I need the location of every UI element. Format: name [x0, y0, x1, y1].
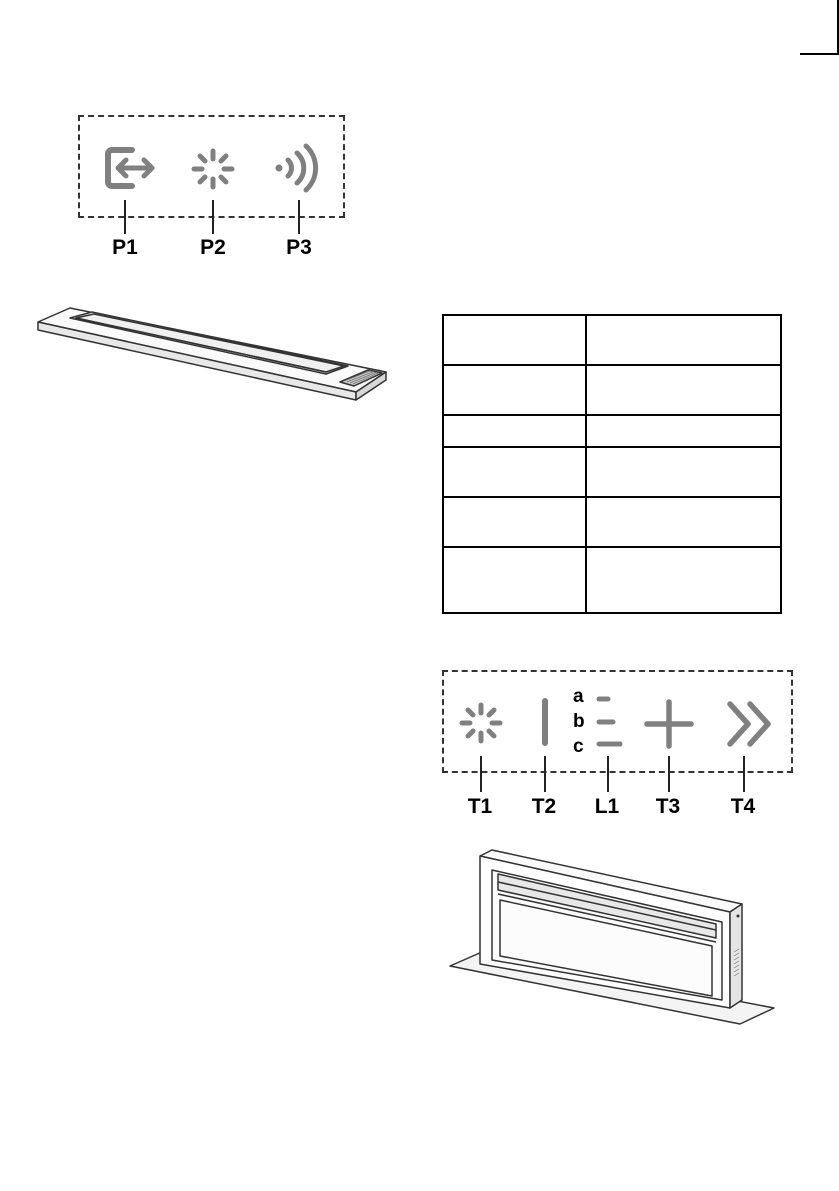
level-letter-a: a — [573, 686, 584, 707]
spec-table — [442, 314, 782, 614]
table-cell — [586, 415, 781, 447]
table-row — [443, 447, 781, 497]
hood-flush-illustration — [30, 300, 390, 410]
table-cell — [586, 497, 781, 547]
table-cell — [586, 315, 781, 365]
level-letter-c: c — [573, 736, 584, 757]
table-cell — [443, 315, 586, 365]
label-p3: P3 — [286, 236, 312, 259]
vertical-bar-icon[interactable] — [535, 695, 555, 751]
table-cell — [443, 415, 586, 447]
plus-icon[interactable] — [643, 698, 695, 750]
label-t3: T3 — [655, 795, 681, 818]
t3-leader — [668, 756, 670, 792]
t2-leader — [544, 756, 546, 792]
corner-mark — [800, 0, 839, 55]
wireless-signal-icon[interactable] — [270, 140, 324, 196]
table-row — [443, 365, 781, 415]
level-bars-icon — [592, 690, 626, 750]
exit-arrow-icon[interactable] — [100, 140, 162, 196]
double-chevron-right-icon[interactable] — [722, 698, 778, 750]
hood-raised-illustration — [440, 848, 780, 1028]
table-cell — [443, 497, 586, 547]
table-cell — [443, 447, 586, 497]
label-t1: T1 — [467, 795, 493, 818]
label-t4: T4 — [730, 795, 756, 818]
p2-leader — [212, 200, 214, 234]
table-row — [443, 547, 781, 613]
t1-leader — [480, 756, 482, 792]
label-p2: P2 — [200, 236, 226, 259]
table-cell — [586, 447, 781, 497]
label-l1: L1 — [594, 795, 620, 818]
spinner-icon[interactable] — [184, 141, 242, 197]
level-letter-b: b — [573, 711, 585, 732]
table-row — [443, 497, 781, 547]
l1-leader — [607, 756, 609, 792]
table-cell — [443, 547, 586, 613]
table-cell — [443, 365, 586, 415]
p1-leader — [124, 200, 126, 234]
table-row — [443, 415, 781, 447]
p3-leader — [298, 200, 300, 234]
table-cell — [586, 547, 781, 613]
table-cell — [586, 365, 781, 415]
spinner-icon[interactable] — [453, 695, 509, 751]
label-p1: P1 — [112, 236, 138, 259]
label-t2: T2 — [531, 795, 557, 818]
t4-leader — [743, 756, 745, 792]
table-row — [443, 315, 781, 365]
